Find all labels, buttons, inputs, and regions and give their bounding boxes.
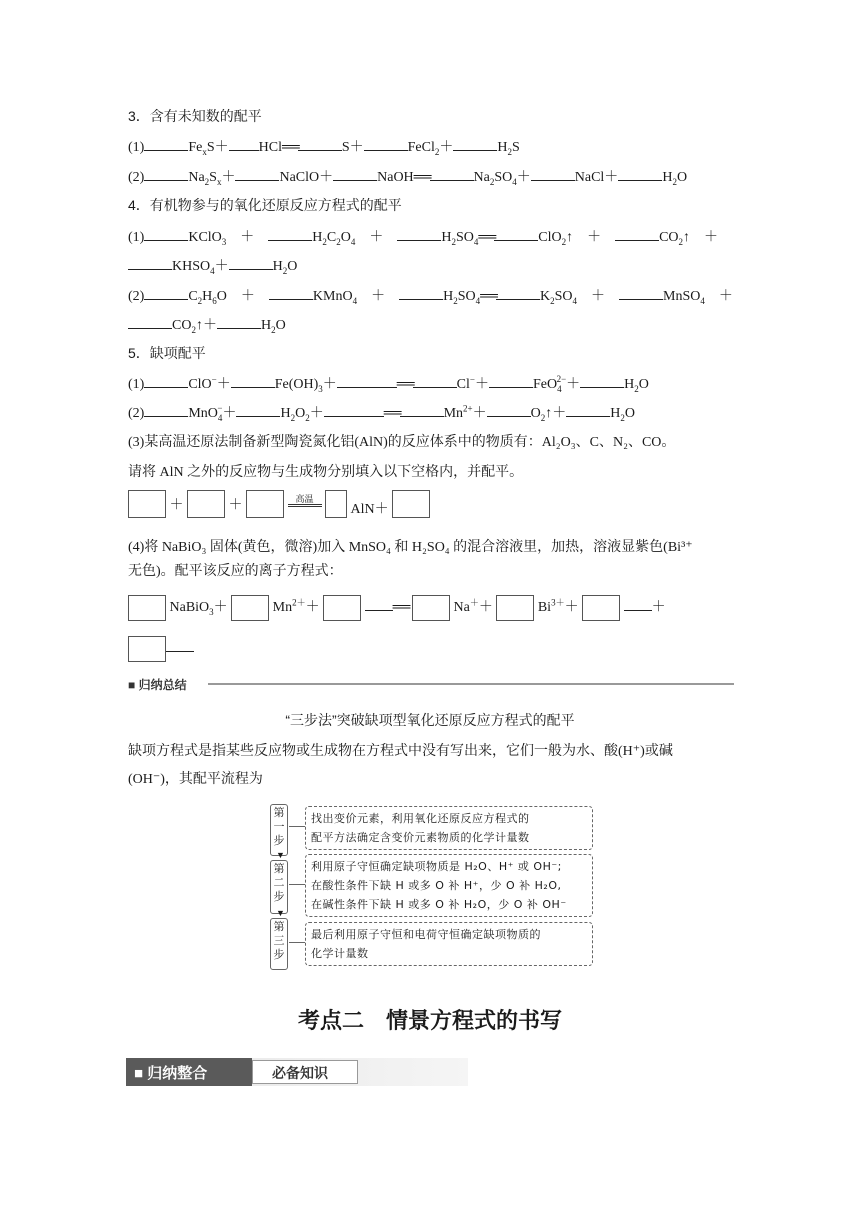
question-5-4-line2: 无色)。配平该反应的离子方程式： [128,564,343,579]
question-5-3-line1: (3)某高温还原法制备新型陶瓷氮化铝(AlN)的反应体系中的物质有：Al₂O₃、C、N₂、CO。 [128,435,676,450]
down-arrow-icon: ▼ [276,908,285,918]
answer-box[interactable] [412,595,450,621]
answer-box[interactable] [128,595,166,621]
answer-box[interactable] [128,636,166,662]
question-5-4-answer-row: NaBiO$_3$＋ $Mn^{2+}+$ ══ $Na^++ Bi^{3+}+$ ＋ [128,595,666,621]
reaction-condition: 高温 [295,493,314,504]
section-4-title: 4．有机物参与的氧化还原反应方程式的配平 [128,197,402,213]
answer-box[interactable] [246,490,284,518]
equation-4-2a: (2) $C_2H_6O$ ＋ KMnO$_4$ ＋ $H_2SO_4══$ $K_2SO_4$ ＋ MnSO$_4$ ＋ [128,289,733,306]
section-title: 考点二 情景方程式的书写 [297,1008,562,1033]
equation-3-1: (1) $Fe_xS+$ HCl══ S＋ FeCl$_2$＋ $H_2S$ [128,140,520,157]
banner-left: ■ 归纳整合 [134,1065,208,1082]
section-5-title: 5．缺项配平 [128,345,206,361]
question-5-3-line2: 请将 AlN 之外的反应物与生成物分别填入以下空格内，并配平。 [128,465,524,480]
step-2-content: 利用原子守恒确定缺项物质是 H₂O、H⁺ 或 OH⁻; 在酸性条件下缺 H 或多 O 补 H⁺，少 O 补 H₂O, 在碱性条件下缺 H 或多 O 补 H₂O，少 O 补 OH⁻ [305,854,593,917]
down-arrow-icon: ▼ [276,850,285,860]
equation-5-2: (2) $MnO_4^-+ H_2O_2+$ ══ $Mn^{2+}+$ $O_2↑+ H_2O$ [128,403,635,423]
question-5-3-answer-row: ＋ ＋ 高温 AlN＋ [128,490,430,518]
summary-divider [128,676,734,692]
answer-box[interactable] [231,595,269,621]
equation-4-1a: (1) KClO$_3$ ＋ $H_2C_2O_4$ ＋ $H_2SO_4══$ ClO$_2$↑ ＋ $CO_2↑$ ＋ [128,230,719,247]
summary-heading: “三步法”突破缺项型氧化还原反应方程式的配平 [285,712,575,728]
answer-box[interactable] [128,490,166,518]
question-5-4-line1: (4)将 NaBiO₃ 固体(黄色，微溶)加入 MnSO₄ 和 H₂SO₄ 的混合溶液里，加热，溶液显紫色(Bi³⁺ [128,540,693,555]
answer-box[interactable] [496,595,534,621]
answer-box[interactable] [187,490,225,518]
equation-5-1: (1) $ClO^-+ Fe(OH)_3+$ ══ $Cl^-+ FeO_4^{2-}+ H_2O$ [128,374,649,394]
equation-4-1b: $KHSO_4+ H_2O$ [128,255,297,275]
step-3-content: 最后利用原子守恒和电荷守恒确定缺项物质的 化学计量数 [305,922,593,966]
section-3-title: 3．含有未知数的配平 [128,108,262,124]
answer-box[interactable] [325,490,347,518]
step-3-label: 第 三 步 [270,918,288,970]
equation-3-2: (2) $Na_2S_x+$ NaClO＋ NaOH══ $Na_2SO_4+$ NaCl＋ $H_2O$ [128,170,688,187]
summary-tag: ■ 归纳总结 [128,676,193,693]
answer-box[interactable] [323,595,361,621]
equation-4-2b: $CO_2↑+ H_2O$ [128,314,286,334]
product-aln: AlN＋ [350,502,389,517]
question-5-4-answer-row2 [128,636,194,662]
answer-box[interactable] [392,490,430,518]
banner-right: 必备知识 [272,1065,328,1081]
answer-box[interactable] [582,595,620,621]
step-1-content: 找出变价元素，利用氧化还原反应方程式的 配平方法确定含变价元素物质的化学计量数 [305,806,593,850]
summary-paragraph-2: (OH⁻)，其配平流程为 [128,772,263,787]
step-2-label: 第 二 步 [270,860,288,914]
summary-paragraph-1: 缺项方程式是指某些反应物或生成物在方程式中没有写出来，它们一般为水、酸(H⁺)或碱 [128,744,673,759]
step-1-label: 第 一 步 [270,804,288,856]
banner [126,1058,468,1086]
